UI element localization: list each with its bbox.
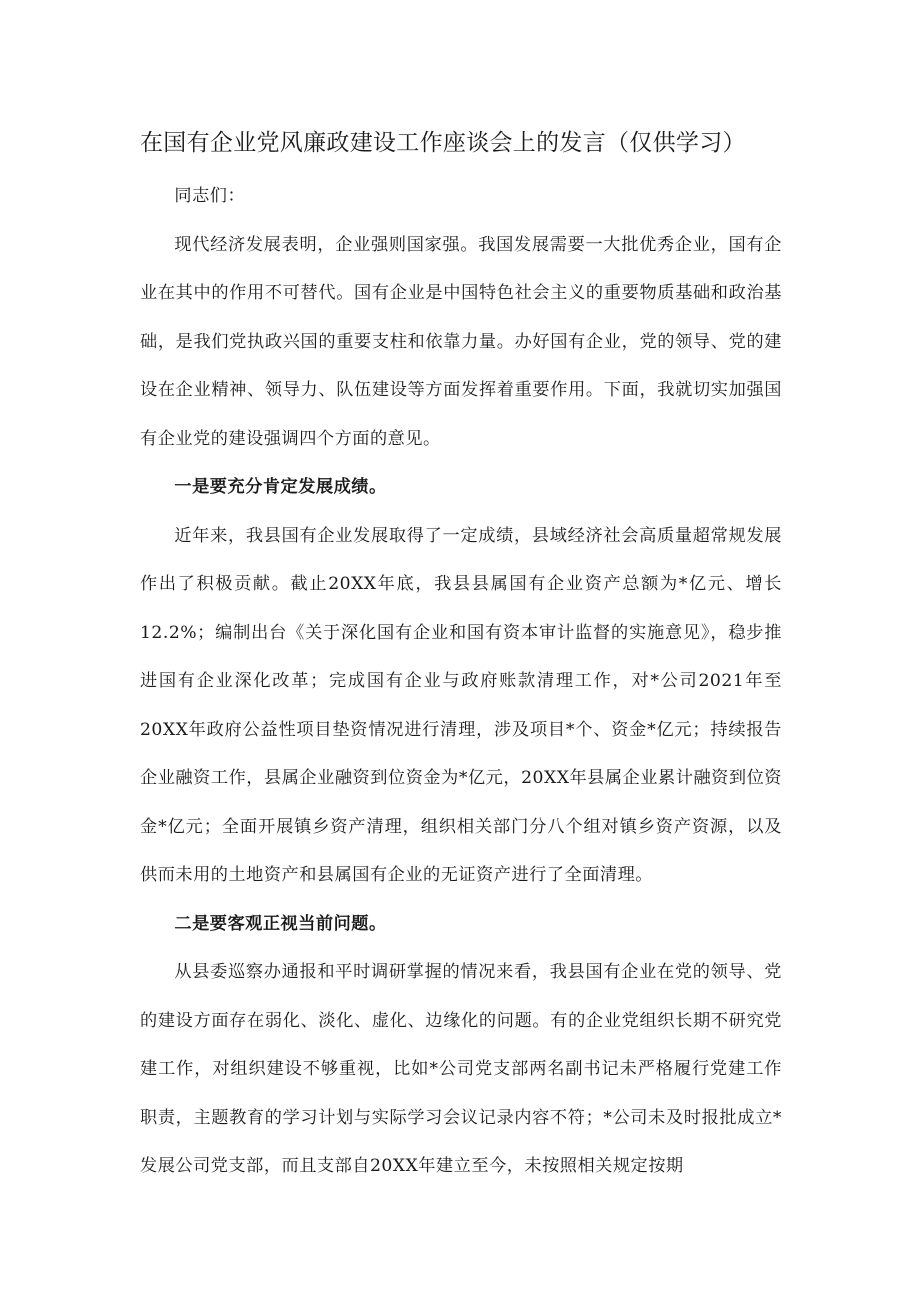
- section-1-paragraph: 近年来，我县国有企业发展取得了一定成绩，县域经济社会高质量超常规发展作出了积极贡献。截止20XX年底，我县县属国有企业资产总额为*亿元、增长12.2%；编制出台《关于深化国有企业和国有资本审计监督的实施意见》，稳步推进国有企业深化改革；完成国有企业与政府账款清理工作，对*公司2021年至20XX年政府公益性项目垫资情况进行清理，涉及项目*个、资金*亿元；持续报告企业融资工作，县属企业融资到位资金为*亿元，20XX年县属企业累计融资到位资金*亿元；全面开展镇乡资产清理，组织相关部门分八个组对镇乡资产资源，以及供而未用的土地资产和县属国有企业的无证资产进行了全面清理。: [140, 525, 782, 885]
- section-2-paragraph: 从县委巡察办通报和平时调研掌握的情况来看，我县国有企业在党的领导、党的建设方面存在弱化、淡化、虚化、边缘化的问题。有的企业党组织长期不研究党建工作，对组织建设不够重视，比如*公司党支部两名副书记未严格履行党建工作职责，主题教育的学习计划与实际学习会议记录内容不符；*公司未及时报批成立*发展公司党支部，而且支部自20XX年建立至今，未按照相关规定按期: [140, 962, 782, 1176]
- section-1-heading: 一是要充分肯定发展成绩。: [174, 477, 387, 497]
- document-body: [140, 172, 782, 1191]
- intro-paragraph: 现代经济发展表明，企业强则国家强。我国发展需要一大批优秀企业，国有企业在其中的作用不可替代。国有企业是中国特色社会主义的重要物质基础和政治基础，是我们党执政兴国的重要支柱和依靠力量。办好国有企业，党的领导、党的建设在企业精神、领导力、队伍建设等方面发挥着重要作用。下面，我就切实加强国有企业党的建设强调四个方面的意见。: [140, 234, 782, 449]
- section-2-heading: 二是要客观正视当前问题。: [174, 913, 387, 934]
- greeting-paragraph: 同志们：: [174, 186, 246, 206]
- document-title: 在国有企业党风廉政建设工作座谈会上的发言（仅供学习）: [140, 130, 746, 156]
